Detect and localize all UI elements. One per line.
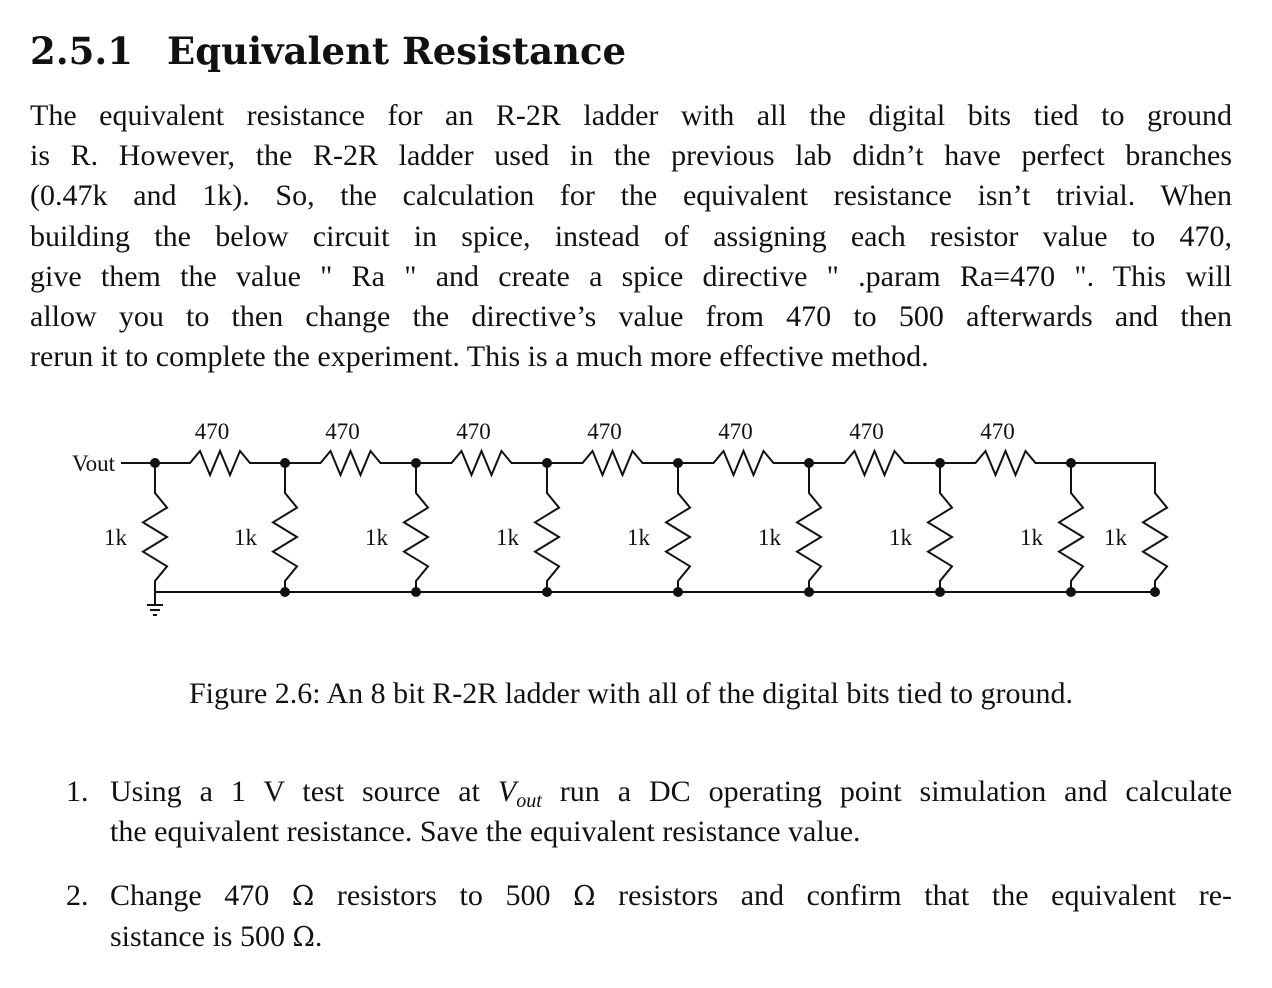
- shunt-resistor-1k: [535, 463, 559, 592]
- instruction-text: Change 470: [110, 879, 270, 912]
- series-resistor-label: 470: [194, 419, 230, 444]
- shunt-resistor-label: 1k: [1104, 525, 1127, 550]
- figure-caption: Figure 2.6: An 8 bit R-2R ladder with all of the digital bits tied to ground.: [188, 677, 1074, 710]
- body-paragraph: [30, 96, 1232, 377]
- instruction-item: [66, 772, 1232, 852]
- paragraph-line: allow you to then change the directive’s value from 470 to 500 afterwards and then: [30, 300, 1232, 334]
- series-resistor-label: 470: [718, 419, 753, 444]
- instruction-line: the equivalent resistance. Save the equivalent resistance value.: [110, 815, 861, 848]
- junction-dot: [542, 458, 552, 468]
- shunt-resistor-1k: [928, 463, 952, 592]
- shunt-resistor-label: 1k: [104, 525, 127, 550]
- junction-dot: [1066, 458, 1076, 468]
- section-title: Equivalent Resistance: [167, 29, 627, 73]
- paragraph-line: building the below circuit in spice, instead of assigning each resistor value to 470,: [30, 219, 1232, 253]
- instruction-line: [110, 772, 1232, 812]
- shunt-resistor-1k: [143, 463, 167, 592]
- series-resistor-label: 470: [849, 419, 884, 444]
- ground-symbol: [147, 592, 163, 615]
- shunt-resistor-label: 1k: [1020, 525, 1043, 550]
- junction-dot: [935, 458, 945, 468]
- section-heading: [30, 28, 626, 74]
- shunt-resistor-label: 1k: [889, 525, 912, 550]
- series-resistor-470: [547, 451, 678, 475]
- instruction-text: Using a 1 V test source at: [110, 775, 480, 808]
- shunt-resistor-label: 1k: [365, 525, 388, 550]
- junction-dot: [411, 458, 421, 468]
- math-subscript: out: [516, 790, 542, 812]
- instruction-text: resistors to 500: [336, 879, 551, 912]
- shunt-resistor-label: 1k: [758, 525, 781, 550]
- series-resistor-label: 470: [587, 419, 622, 444]
- series-resistor-470: [809, 451, 940, 475]
- vout-symbol: [497, 775, 542, 812]
- junction-dot: [1150, 587, 1160, 597]
- top-rail-wire: [1071, 463, 1155, 493]
- shunt-resistor-label: 1k: [627, 525, 650, 550]
- shunt-resistor-label: 1k: [496, 525, 519, 550]
- instruction-text: .: [314, 920, 323, 953]
- series-resistor-label: 470: [456, 419, 491, 444]
- ohm-symbol: Ω: [292, 922, 315, 953]
- series-resistor-470: [678, 451, 809, 475]
- series-resistor-470: [155, 451, 285, 475]
- paragraph-line: rerun it to complete the experiment. This is a much more effective method.: [30, 340, 929, 374]
- series-resistor-470: [416, 451, 547, 475]
- section-number: 2.5.1: [30, 29, 133, 73]
- ohm-symbol: Ω: [291, 881, 315, 912]
- ohm-symbol: Ω: [573, 881, 596, 912]
- junction-dot: [1066, 587, 1076, 597]
- series-resistor-label: 470: [325, 419, 360, 444]
- junction-dot: [804, 458, 814, 468]
- shunt-resistor-1k: [1143, 463, 1167, 592]
- junction-dot: [280, 458, 290, 468]
- shunt-resistor-1k: [797, 463, 821, 592]
- instruction-item: [66, 876, 1232, 958]
- shunt-resistor-1k: [1059, 463, 1083, 592]
- series-resistor-470: [285, 451, 416, 475]
- junction-dot: [673, 458, 683, 468]
- vout-label: Vout: [71, 451, 115, 476]
- instruction-list: [66, 772, 1232, 982]
- junction-dot: [542, 587, 552, 597]
- shunt-resistor-1k: [273, 463, 297, 592]
- junction-dot: [804, 587, 814, 597]
- instruction-text: resistors and confirm that the equivalent re-: [618, 879, 1233, 912]
- paragraph-line: The equivalent resistance for an R-2R ladder with all the digital bits tied to ground: [30, 99, 1232, 132]
- paragraph-line: is R. However, the R-2R ladder used in the previous lab didn’t have perfect branches: [30, 139, 1232, 173]
- shunt-resistor-1k: [666, 463, 690, 592]
- instruction-number: 2.: [66, 879, 89, 912]
- series-resistor-label: 470: [980, 419, 1015, 444]
- instruction-line: [110, 917, 1232, 958]
- instruction-line: [110, 876, 1232, 917]
- shunt-resistor-1k: [404, 463, 428, 592]
- paragraph-line: give them the value " Ra " and create a spice directive " .param Ra=470 ". This will: [30, 259, 1232, 293]
- instruction-number: 1.: [66, 775, 89, 808]
- shunt-resistor-label: 1k: [234, 525, 257, 550]
- junction-dot: [935, 587, 945, 597]
- instruction-text: run a DC operating point simulation and calculate: [559, 775, 1233, 808]
- junction-dot: [280, 587, 290, 597]
- junction-dot: [411, 587, 421, 597]
- paragraph-line: (0.47k and 1k). So, the calculation for the equivalent resistance isn’t trivial. When: [30, 179, 1232, 213]
- r2r-ladder-circuit: [0, 395, 1272, 635]
- math-symbol: V: [497, 775, 517, 808]
- series-resistor-470: [940, 451, 1071, 475]
- junction-dot: [150, 458, 160, 468]
- instruction-text: sistance is 500: [110, 920, 285, 953]
- junction-dot: [673, 587, 683, 597]
